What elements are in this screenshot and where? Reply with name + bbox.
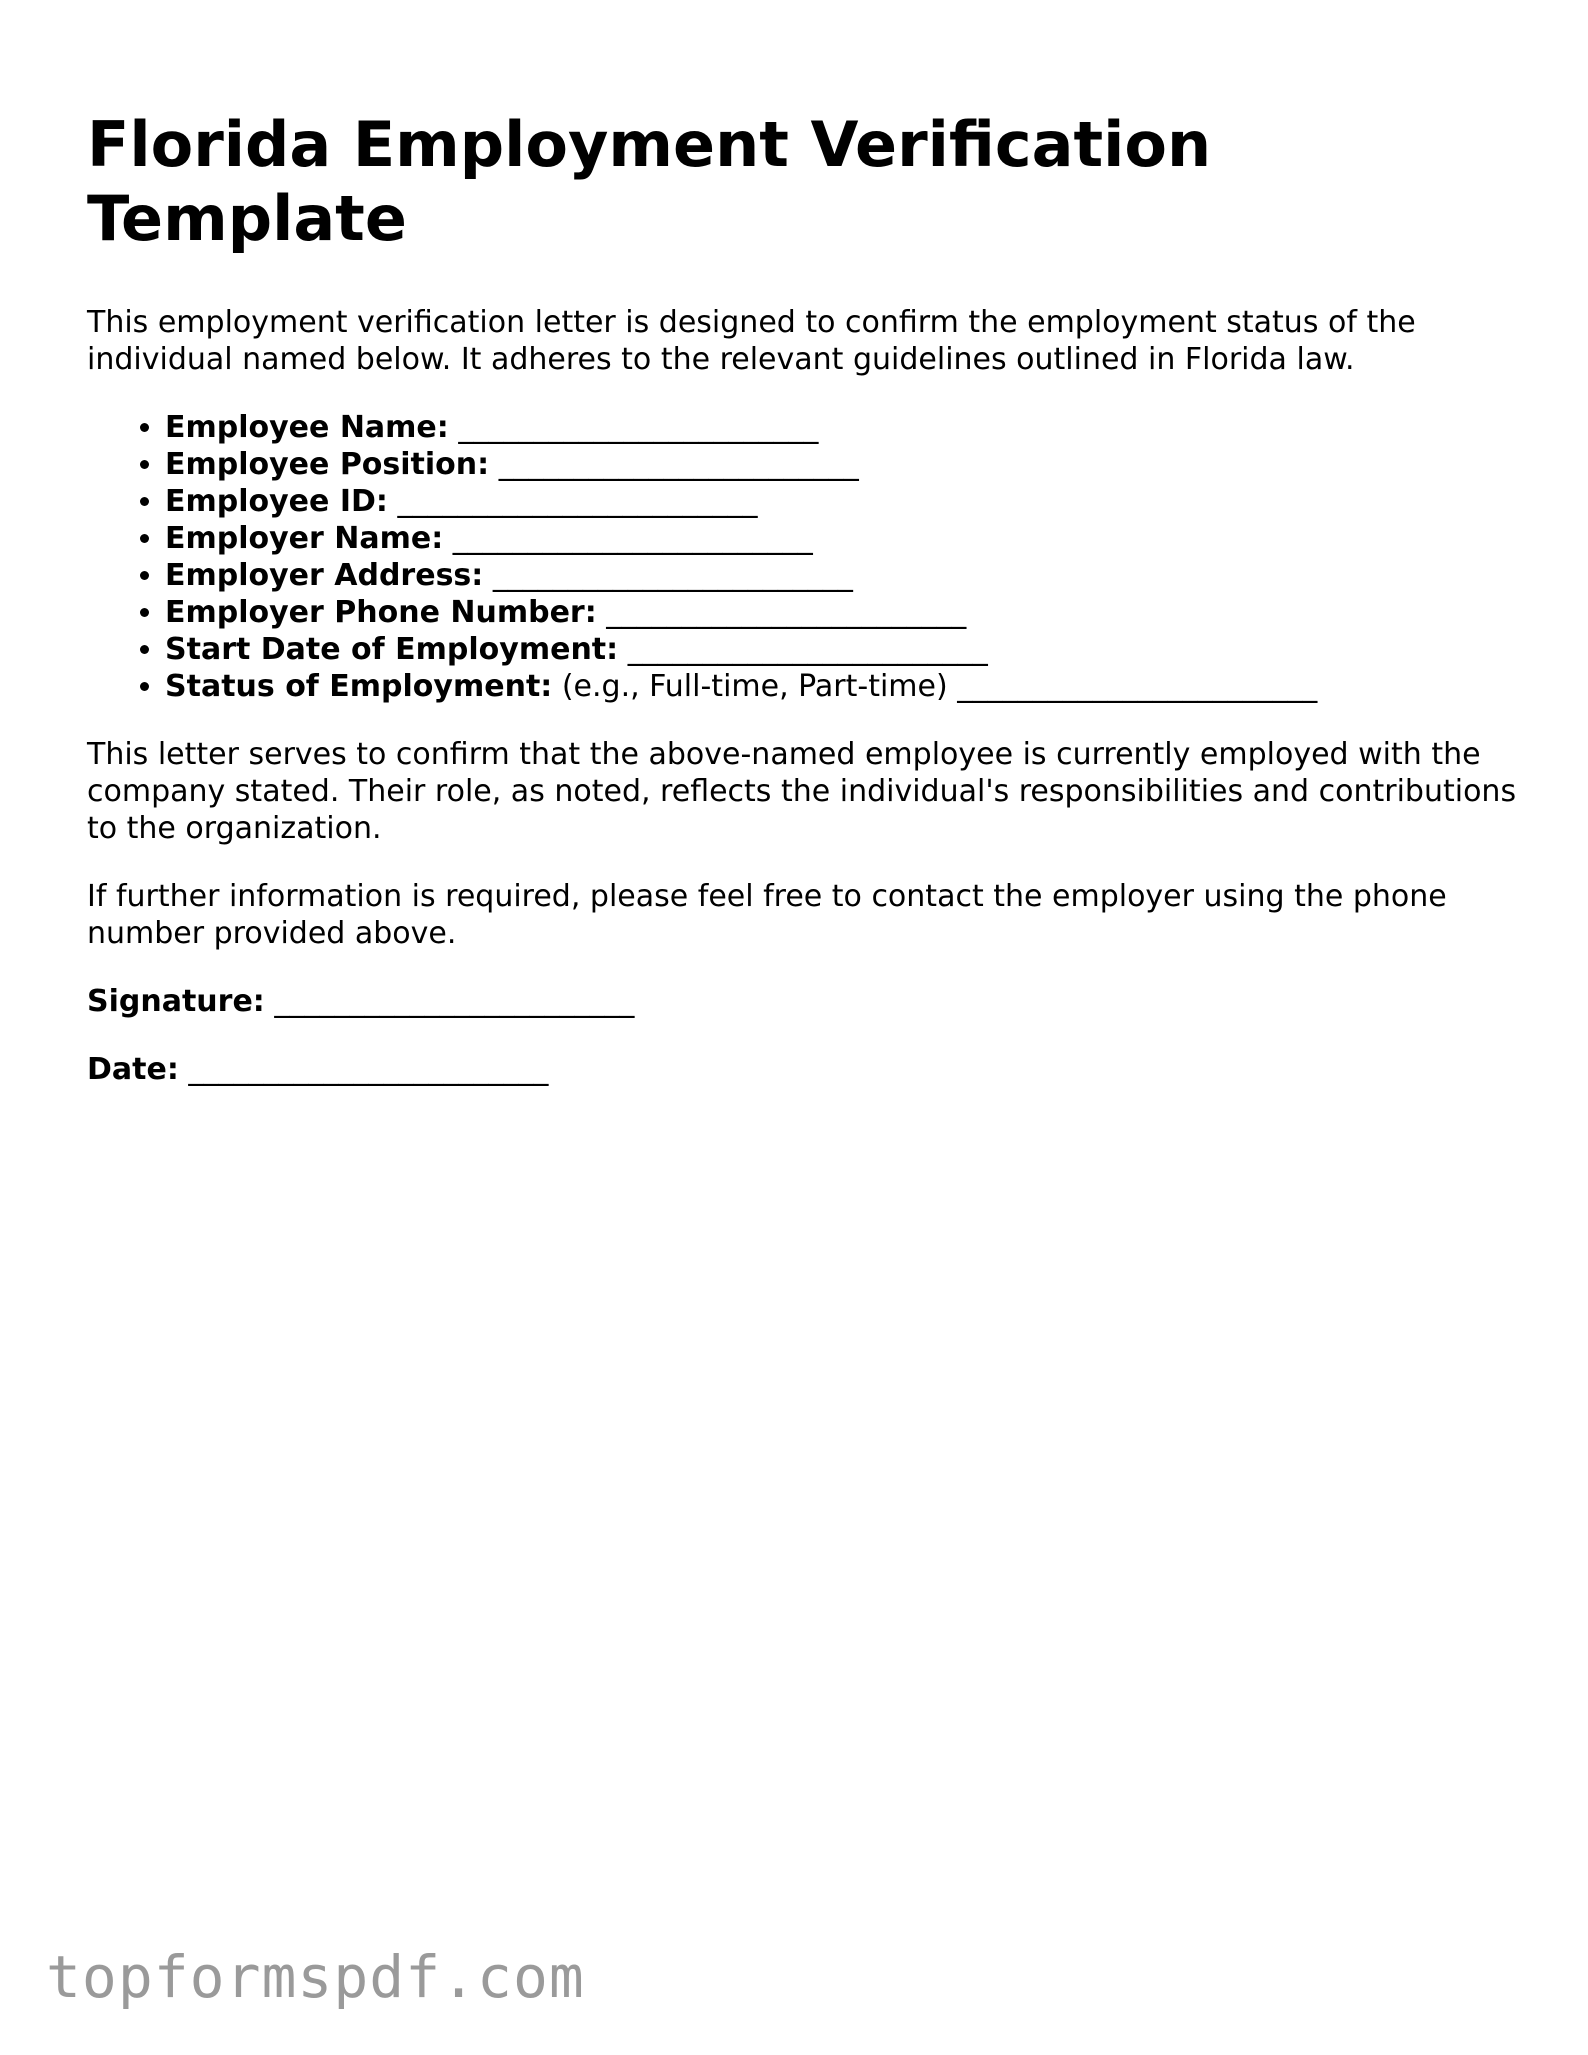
field-label: Employer Name: [165,521,444,556]
signature-blank[interactable]: ________________________ [274,984,635,1019]
field-note: (e.g., Full-time, Part-time) [561,669,948,704]
confirmation-paragraph: This letter serves to confirm that the above-named employee is currently employed with the company stated. Their role, as noted, reflects the individual's responsibilities and contributions to the organization. [87,737,1517,846]
fill-in-blank[interactable]: ________________________ [397,484,758,519]
field-label: Start Date of Employment: [165,632,619,667]
field-employer-address [165,557,1517,594]
fill-in-blank[interactable]: ________________________ [452,521,813,556]
field-employee-name [165,409,1517,446]
date-line [87,1051,1517,1088]
signature-line [87,983,1517,1020]
fill-in-blank[interactable]: ________________________ [492,558,853,593]
field-label: Status of Employment: [165,669,553,704]
field-employee-id [165,483,1517,520]
field-label: Employee ID: [165,484,388,519]
field-label: Employer Phone Number: [165,595,597,630]
field-start-date [165,631,1517,668]
fill-in-blank[interactable]: ________________________ [458,410,819,445]
signature-label: Signature: [87,984,265,1019]
document-page [87,108,1517,1119]
employment-fields-list [87,409,1517,705]
field-label: Employee Position: [165,447,490,482]
field-employer-phone [165,594,1517,631]
document-title: Florida Employment Verification Template [87,108,1212,255]
field-employment-status [165,668,1517,705]
contact-paragraph: If further information is required, please feel free to contact the employer using the phone number provided above. [87,879,1447,951]
field-label: Employee Name: [165,410,449,445]
watermark: topformspdf.com [46,1943,585,2011]
fill-in-blank[interactable]: ________________________ [957,669,1318,704]
date-blank[interactable]: ________________________ [188,1052,549,1087]
fill-in-blank[interactable]: ________________________ [606,595,967,630]
fill-in-blank[interactable]: ________________________ [498,447,859,482]
intro-paragraph: This employment verification letter is designed to confirm the employment status of the individual named below. It adheres to the relevant guidelines outlined in Florida law. [87,305,1416,377]
date-label: Date: [87,1052,179,1087]
fill-in-blank[interactable]: ________________________ [627,632,988,667]
field-employee-position [165,446,1517,483]
field-label: Employer Address: [165,558,484,593]
field-employer-name [165,520,1517,557]
